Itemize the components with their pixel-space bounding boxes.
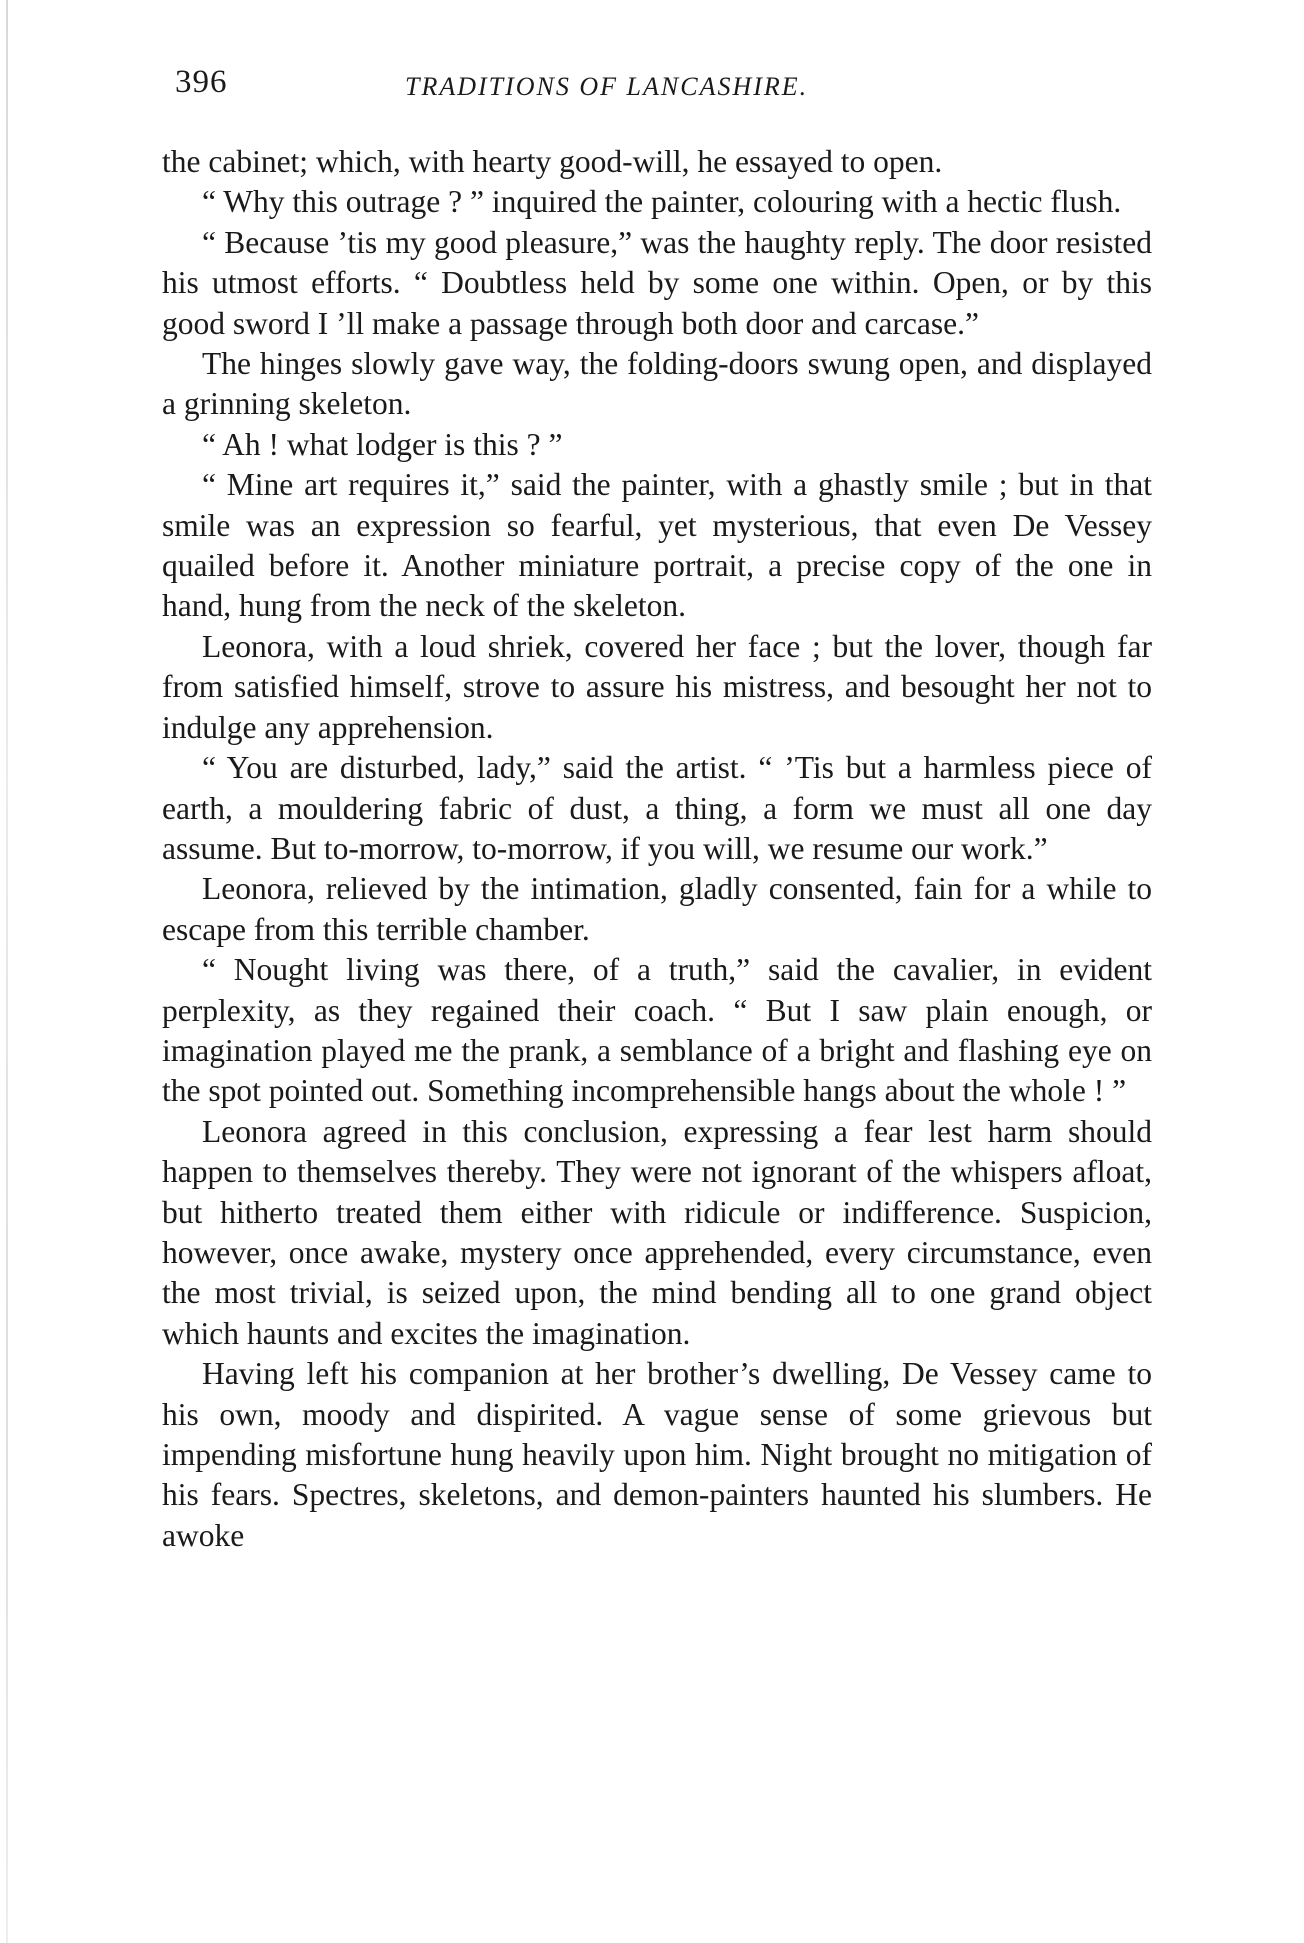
page-number: 396 [175, 64, 228, 100]
paragraph-10: “ Nought living was there, of a truth,” said the cavalier, in evident perplexity, as they regained their coach. “ But I saw plain enough, or imagination played me the prank, a semblance of a bright and flashing eye on the spot pointed out. Something incomprehensible hangs about the whole ! ” [162, 952, 1152, 1109]
paragraph-3: “ Because ’tis my good pleasure,” was the haughty reply. The door resisted his utmost efforts. “ Doubtless held by some one within. Open, or by this good sword I ’ll make a passage through both door and carcase.” [162, 224, 1152, 341]
paragraph-6: “ Mine art requires it,” said the painter, with a ghastly smile ; but in that smile was an expression so fearful, yet mysterious, that even De Vessey quailed before it. Another miniature portrait, a precise copy of the one in hand, hung from the neck of the skeleton. [162, 467, 1152, 624]
paragraph-9: Leonora, relieved by the intimation, gladly consented, fain for a while to escape from this terrible chamber. [162, 871, 1152, 947]
page-header [165, 62, 1145, 112]
page-gutter-edge [6, 0, 8, 1943]
paragraph-7: Leonora, with a loud shriek, covered her face ; but the lover, though far from satisfied himself, strove to assure his mistress, and besought her not to indulge any apprehension. [162, 628, 1152, 745]
paragraph-5: “ Ah ! what lodger is this ? ” [202, 426, 563, 462]
paragraph-1: the cabinet; which, with hearty good-will, he essayed to open. [162, 144, 943, 179]
running-title: TRADITIONS OF LANCASHIRE. [405, 72, 809, 101]
body-text [162, 142, 1152, 1556]
paragraph-2: “ Why this outrage ? ” inquired the painter, colouring with a hectic flush. [202, 184, 1122, 220]
paragraph-8: “ You are disturbed, lady,” said the artist. “ ’Tis but a harmless piece of earth, a mouldering fabric of dust, a thing, a form we must all one day assume. But to-morrow, to-morrow, if you will, we resume our work.” [162, 750, 1152, 866]
paragraph-12: Having left his companion at her brother’s dwelling, De Vessey came to his own, moody and dispirited. A vague sense of some grievous but impending misfortune hung heavily upon him. Night brought no mitigation of his fears. Spectres, skeletons, and demon-painters haunted his slumbers. He awoke [162, 1356, 1152, 1553]
paragraph-4: The hinges slowly gave way, the folding-doors swung open, and displayed a grinning skeleton. [162, 346, 1152, 422]
paragraph-11: Leonora agreed in this conclusion, expressing a fear lest harm should happen to themselves thereby. They were not ignorant of the whispers afloat, but hitherto treated them either with ridicule or indifference. Suspicion, however, once awake, mystery once apprehended, every circumstance, even the most trivial, is seized upon, the mind bending all to one grand object which haunts and excites the imagination. [162, 1113, 1152, 1351]
